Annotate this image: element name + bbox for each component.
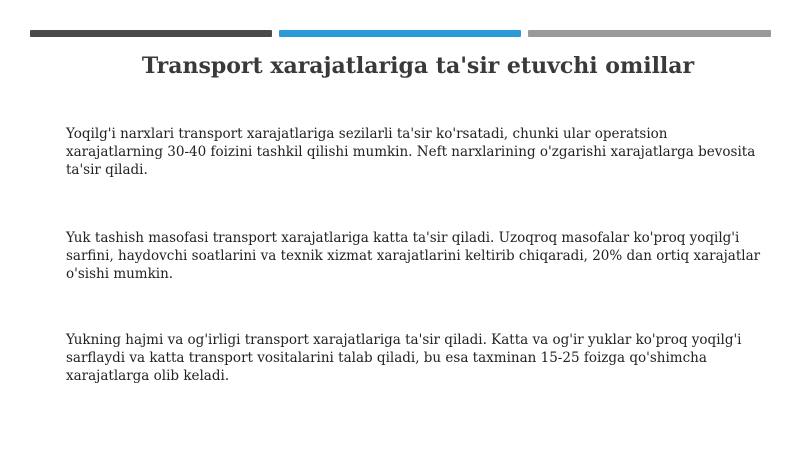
decorative-bar-gray: [528, 30, 771, 37]
paragraph-cargo-volume: Yukning hajmi va og'irligi transport xarajatlariga ta'sir qiladi. Katta va og'ir yuklar ko'proq yoqilg'i sarflaydi va katta transport vositalarini talab qiladi, bu esa taxminan 15-25 foizga qo'shimcha xarajatlarga olib keladi.: [66, 332, 742, 384]
slide-title: Transport xarajatlariga ta'sir etuvchi omillar: [141, 53, 695, 79]
paragraph-fuel-prices: Yoqilg'i narxlari transport xarajatlariga sezilarli ta'sir ko'rsatadi, chunki ular operatsion xarajatlarning 30-40 foizini tashkil qilishi mumkin. Neft narxlarining o'zgarishi xarajatlarga bevosita ta'sir qiladi.: [66, 126, 756, 178]
decorative-bar-dark: [30, 30, 272, 37]
decorative-bar-blue: [279, 30, 521, 37]
paragraph-distance: Yuk tashish masofasi transport xarajatlariga katta ta'sir qiladi. Uzoqroq masofalar ko'proq yoqilg'i sarfini, haydovchi soatlarini va texnik xizmat xarajatlarini keltirib chiqaradi, 20% dan ortiq xarajatlar o'sishi mumkin.: [66, 230, 761, 282]
